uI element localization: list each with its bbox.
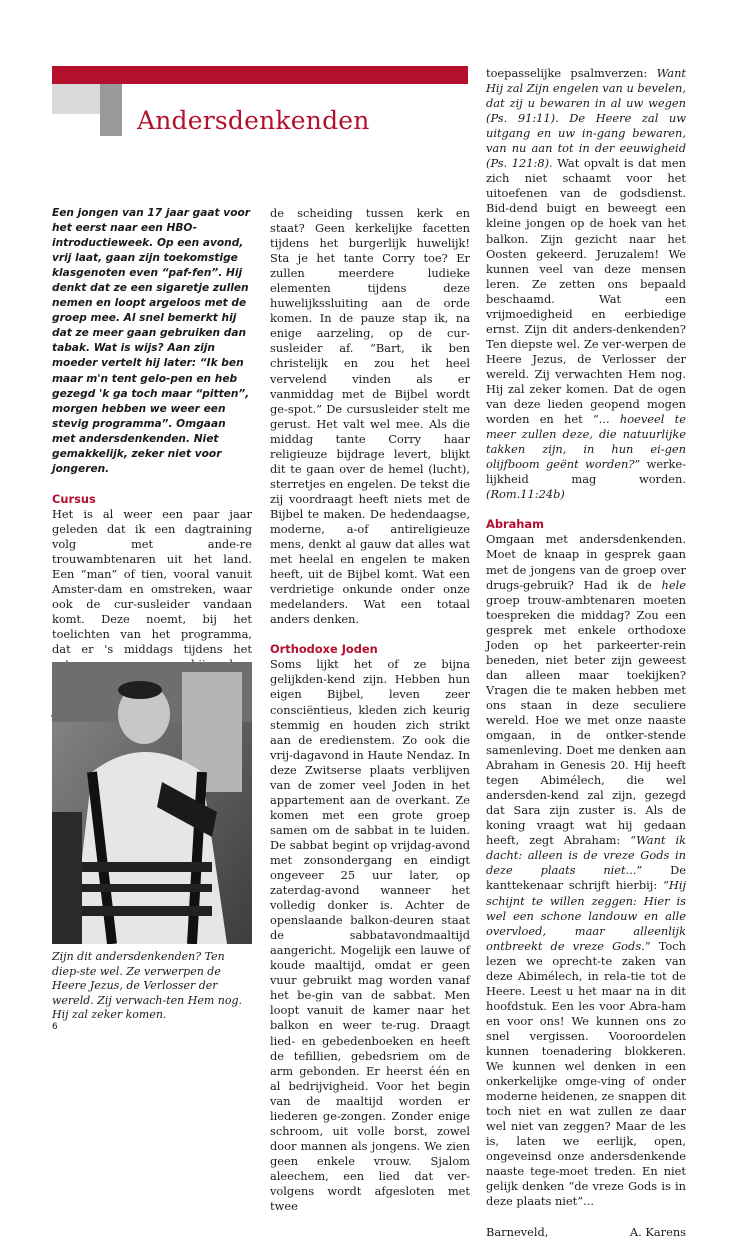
signature-place: Barneveld, (486, 1224, 549, 1239)
section-heading-orthodoxe-joden: Orthodoxe Joden (270, 642, 378, 657)
section-heading-abraham: Abraham (486, 517, 544, 532)
photo-caption: Zijn dit andersdenkenden? Ten diep-ste wel. Ze verwerpen de Heere Jezus, de Verlosser der wereld. Zij verwach-ten Hem nog. Hij zal zeker komen. (52, 950, 243, 1022)
paragraph-psalm: toepasselijke psalmverzen: Want Hij zal Zijn engelen van u bevelen, dat zij u bewaren in al uw wegen (Ps. 91:11). De Heere zal uw uitgang en uw in-gang bewaren, van nu aan tot in der eeuwigheid (Ps. 121:8). Wat opvalt is dat men zich niet schaamt voor het uitoefenen van de godsdienst. Bid-dend buigt en beweegt een kleine jongen op de hoek van het balkon. Zijn gezicht naar het Oosten gekeerd. Jeruzalem! We kunnen veel van deze mensen leren. Ze zetten ons bepaald beschaamd. Wat een vrijmoedigheid en eerbiedige ernst. Zijn dit anders-denkenden? Ten diepste wel. Ze ver-werpen de Heere Jezus, de Verlosser der wereld. Zij verwachten Hem nog. Hij zal zeker komen. Dat de ogen van deze lieden geopend mogen worden en het “... hoeveel te meer zullen deze, die natuurlijke takken zijn, in hun ei-gen olijfboom geënt worden?” werke-lijkheid mag worden. (Rom.11:24b) (486, 66, 687, 502)
paragraph-orthodoxe-joden: Soms lijkt het of ze bijna gelijkden-kend zijn. Hebben hun eigen Bijbel, leven zeer consciëntieus, kleden zich keurig stemmig en houden zich strikt aan de eredienstem. Zo ook die vrij-dagavond in Haute Nendaz. In deze Zwitserse plaats verblijven van de zomer veel Joden in het appartement aan de overkant. Ze komen met een grote groep samen om de sabbat in te luiden. De sabbat begint op vrijdag-avond met zonsondergang en eindigt ongeveer 25 uur later, op zaterdag-avond wanneer het volledig donker is. Achter de openslaande balkon-deuren staat de sabbatavondmaaltijd aangericht. Mogelijk een lauwe of koude maaltijd, omdat er geen vuur gebruikt mag worden vanaf het be-gin van de sabbat. Men loopt vanuit de kamer naar het balkon en weer te-rug. Draagt lied- en gebedenboeken en heeft de tefillien, gebedsriem om de arm gebonden. Er heerst één en al bedrijvigheid. Voor het begin van de maaltijd worden er liederen ge-zongen. Zonder enige schroom, uit volle borst, zowel door mannen als jongens. We zien geen enkele vrouw. Sjalom aleechem, een lied dat ver-volgens wordt afgesloten met twee (270, 657, 470, 1214)
article-intro: Een jongen van 17 jaar gaat voor het eerst naar een HBO-introductieweek. Op een avond, vrij laat, gaan zijn toekomstige klasgenoten even “paf-fen”. Hij denkt dat ze een sigaretje zullen nemen en loopt argeloos met de groep mee. Al snel bemerkt hij dat ze meer gaan gebruiken dan tabak. Wat is wijs? Aan zijn moeder vertelt hij later: “Ik ben maar m'n tent gelo-pen en heb gezegd 'k ga toch maar “pitten”, morgen hebben we weer een stevig programma”. Omgaan met andersdenkenden. Niet gemakkelijk, zeker niet voor jongeren. (52, 207, 250, 475)
column-2 (270, 206, 470, 1214)
section-heading-cursus: Cursus (52, 491, 96, 506)
paragraph-cursus-2: de scheiding tussen kerk en staat? Geen kerkelijke facetten tijdens het burgerlijk huwelijk! Sta je het tante Corry toe? Er zullen meerdere ludieke elementen tijdens deze huwelijkssluiting aan de orde komen. In de pauze stap ik, na enige aarzeling, op de cur-susleider af. “Bart, ik ben christelijk en zou het heel vervelend vinden als er vanmiddag met de Bijbel wordt ge-spot.” De cursusleider stelt me gerust. Het valt wel mee. Als die middag tante Corry haar religieuze bijdrage levert, blijkt dit te gaan over de hemel (lucht), sterretjes en engelen. De tekst die zij voordraagt heeft niets met de Bijbel te maken. De hedendaagse, moderne, a-of antireligieuze mens, denkt al gauw dat alles wat met heelal en engelen te maken heeft, uit de Bijbel komt. Wat een verdrietige onkunde onder onze medelanders. Wat een totaal anders denken. (270, 206, 470, 627)
header-grey-square (100, 84, 122, 136)
signature-author: A. Karens (629, 1224, 686, 1239)
column-3 (486, 66, 686, 1240)
article-photo (52, 662, 252, 944)
photo-illustration (52, 662, 252, 944)
signature (486, 1225, 686, 1240)
header-grey-block (52, 84, 100, 114)
header-red-bar (52, 66, 468, 84)
paragraph-abraham: Omgaan met andersdenkenden. Moet de knaap in gesprek gaan met de jongens van de groep over drugs-gebruik? Had ik de hele groep trouw-ambtenaren moeten toespreken die middag? Zou een gesprek met enkele orthodoxe Joden op het parkeerter-rein beneden, niet beter zijn geweest dan alleen maar toekijken? Vragen die te maken hebben met ons staan in deze seculiere wereld. Hoe we met onze naaste omgaan, in de ontker-stende samenleving. Doet me denken aan Abraham in Genesis 20. Hij heeft tegen Abimélech, die wel andersden-kend zal zijn, gezegd dat Sara zijn zuster is. Als de koning vraagt wat hij gedaan heeft, zegt Abraham: “Want ik dacht: alleen is de vreze Gods in deze plaats niet...” De kanttekenaar schrijft hierbij: “Hij schijnt te willen zeggen: Hier is wel een schone landouw en alle overvloed, maar alleenlijk ontbreekt de vreze Gods.” Toch lezen we oprecht-te zaken van deze Abimélech, in rela-tie tot de Heere. Leest u het maar na in dit hoofdstuk. Een les voor Abra-ham en voor ons! We kunnen ons zo snel vergissen. Vooroordelen kunnen toenadering blokkeren. We kunnen wel denken in een onkerkelijke omge-ving of onder moderne heidenen, ze snappen dit toch niet en wat zullen ze daar wel niet van zeggen? Maar de les is, laten we eerlijk, open, ongeveinsd onze andersdenkende naaste tege-moet treden. En niet gelijk denken “de vreze Gods is in deze plaats niet”... (486, 532, 686, 1209)
paragraph-cursus-1: Het is al weer een paar jaar geleden dat ik een dagtraining volg met ande-re trouwambtenaren uit het land. Een “man” of tien, vooral vanuit Amster-dam en omstreken, waar ook de cur-susleider vandaan komt. Deze noemt, bij het toelichten van het programma, dat er 's middags tijdens het (52, 506, 252, 657)
article-title: Andersdenkenden (137, 106, 370, 135)
page-number: 6 (52, 1022, 58, 1032)
